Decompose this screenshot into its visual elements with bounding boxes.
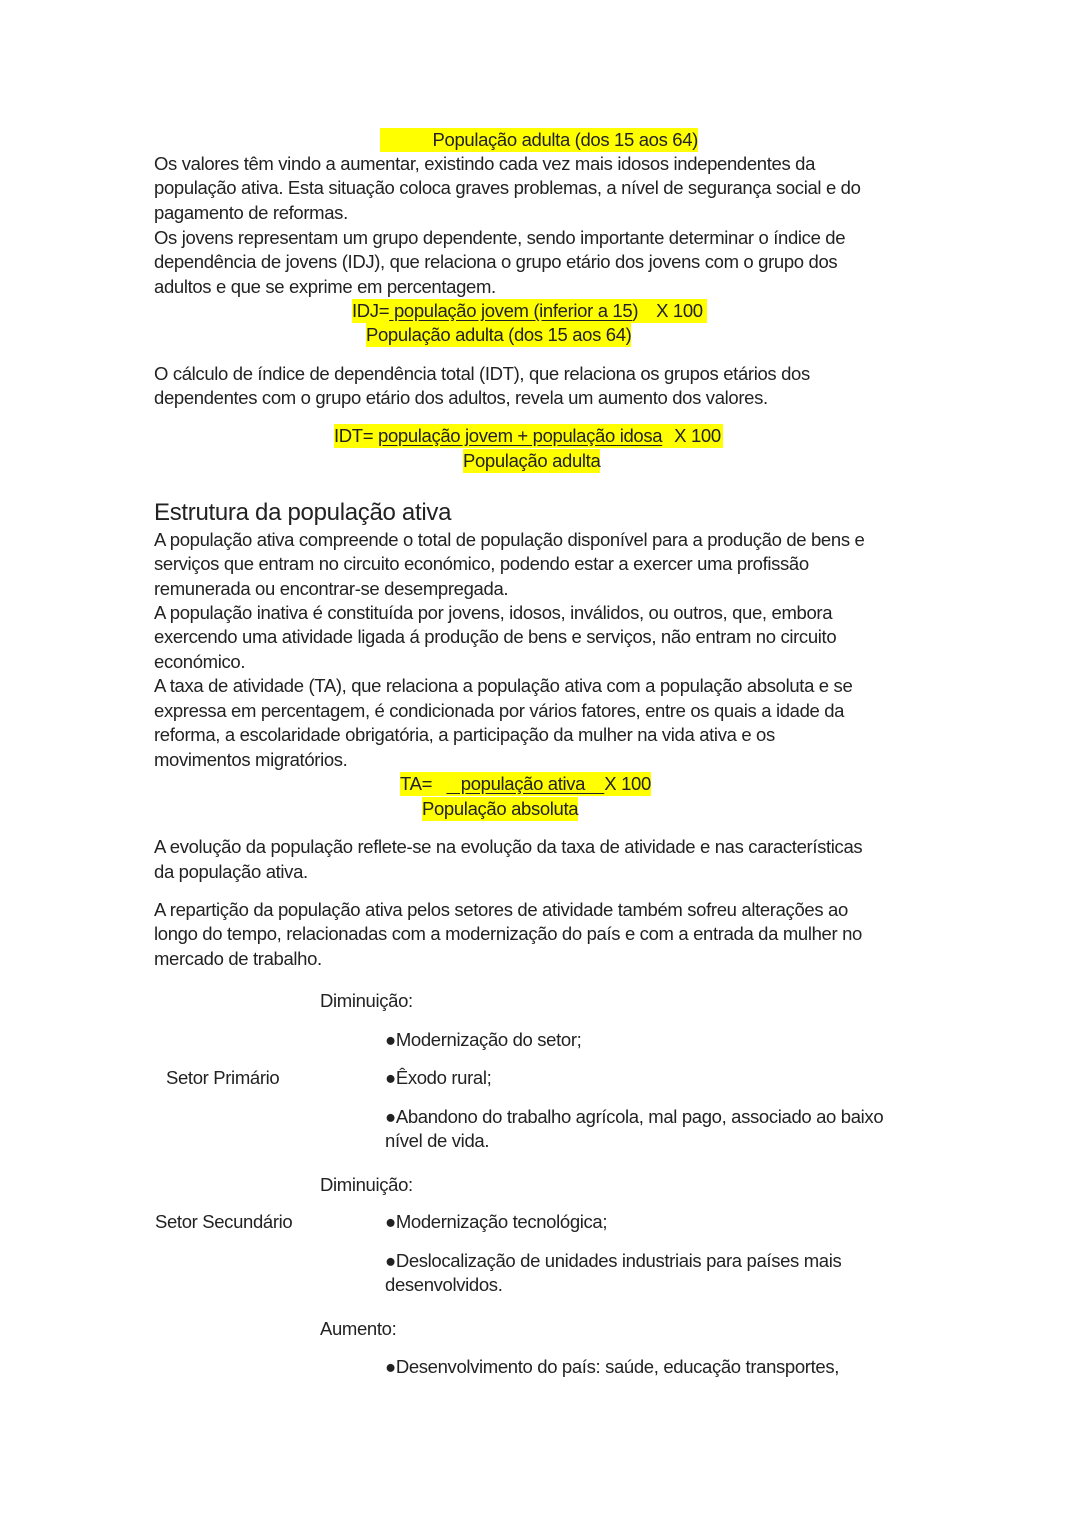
- primary-trend: Diminuição:: [320, 990, 413, 1011]
- idt-prefix: IDT=: [334, 425, 374, 446]
- paragraph-line: A evolução da população reflete-se na evolução da taxa de atividade e nas características: [154, 836, 863, 857]
- paragraph-line: dependência de jovens (IDJ), que relaciona o grupo etário dos jovens com o grupo dos: [154, 251, 838, 272]
- paragraph-line: Os jovens representam um grupo dependente, sendo importante determinar o índice de: [154, 227, 846, 248]
- paragraph-line: expressa em percentagem, é condicionada por vários fatores, entre os quais a idade da: [154, 700, 845, 721]
- paragraph-line: económico.: [154, 651, 246, 672]
- paragraph-line: mercado de trabalho.: [154, 948, 322, 969]
- ta-prefix: TA=: [400, 773, 433, 794]
- idj-multiplier: X 100: [656, 300, 703, 321]
- paragraph-line: pagamento de reformas.: [154, 202, 348, 223]
- idj-paren: ): [632, 300, 639, 321]
- tertiary-trend: Aumento:: [320, 1318, 397, 1339]
- paragraph-line: exercendo uma atividade ligada á produção de bens e serviços, não entram no circuito: [154, 626, 837, 647]
- ta-formula: [400, 772, 651, 796]
- sector-primary-label: Setor Primário: [166, 1067, 280, 1088]
- idj-prefix: IDJ=: [352, 300, 390, 321]
- paragraph-line: A população ativa compreende o total de população disponível para a produção de bens e: [154, 529, 865, 550]
- idj-denominator: População adulta (dos 15 aos 64): [366, 324, 632, 345]
- formula-denominator: População adulta (dos 15 aos 64): [380, 128, 698, 152]
- bullet-item: ●Modernização tecnológica;: [385, 1211, 608, 1232]
- bullet-item: ●Êxodo rural;: [385, 1067, 492, 1088]
- paragraph-line: Os valores têm vindo a aumentar, existindo cada vez mais idosos independentes da: [154, 153, 816, 174]
- sector-secondary-label: Setor Secundário: [155, 1211, 293, 1232]
- paragraph-line: da população ativa.: [154, 861, 308, 882]
- paragraph-line: serviços que entram no circuito económico, podendo estar a exercer uma profissão: [154, 553, 809, 574]
- bullet-item: ●Abandono do trabalho agrícola, mal pago, associado ao baixo: [385, 1106, 884, 1127]
- paragraph-line: A repartição da população ativa pelos setores de atividade também sofreu alterações ao: [154, 899, 848, 920]
- secondary-trend: Diminuição:: [320, 1174, 413, 1195]
- ta-multiplier: X 100: [604, 773, 651, 794]
- bullet-item: ●Deslocalização de unidades industriais para países mais: [385, 1250, 842, 1271]
- paragraph-line: remunerada ou encontrar-se desempregada.: [154, 578, 509, 599]
- section-heading: Estrutura da população ativa: [154, 499, 452, 526]
- bullet-item: ●Desenvolvimento do país: saúde, educação transportes,: [385, 1356, 840, 1377]
- paragraph-line: movimentos migratórios.: [154, 749, 348, 770]
- idt-multiplier: X 100: [674, 425, 721, 446]
- bullet-item: ●Modernização do setor;: [385, 1029, 582, 1050]
- paragraph-line: adultos e que se exprime em percentagem.: [154, 276, 496, 297]
- paragraph-line: A taxa de atividade (TA), que relaciona a população ativa com a população absoluta e se: [154, 675, 853, 696]
- idt-formula: [334, 424, 723, 448]
- idt-numerator: população jovem + população idosa: [378, 425, 663, 446]
- paragraph-line: dependentes com o grupo etário dos adultos, revela um aumento dos valores.: [154, 387, 768, 408]
- idt-denominator: População adulta: [463, 450, 601, 471]
- bullet-item-cont: nível de vida.: [385, 1130, 490, 1151]
- paragraph-line: reforma, a escolaridade obrigatória, a participação da mulher na vida ativa e os: [154, 724, 775, 745]
- idj-formula: [352, 299, 707, 323]
- ta-numerator: população ativa: [446, 773, 605, 794]
- paragraph-line: O cálculo de índice de dependência total (IDT), que relaciona os grupos etários dos: [154, 363, 810, 384]
- bullet-item-cont: desenvolvidos.: [385, 1274, 503, 1295]
- paragraph-line: A população inativa é constituída por jovens, idosos, inválidos, ou outros, que, embora: [154, 602, 833, 623]
- paragraph-line: população ativa. Esta situação coloca graves problemas, a nível de segurança social e do: [154, 177, 861, 198]
- paragraph-line: longo do tempo, relacionadas com a modernização do país e com a entrada da mulher no: [154, 923, 862, 944]
- ta-denominator: População absoluta: [422, 798, 579, 819]
- idj-numerator: população jovem (inferior a 15: [389, 300, 633, 321]
